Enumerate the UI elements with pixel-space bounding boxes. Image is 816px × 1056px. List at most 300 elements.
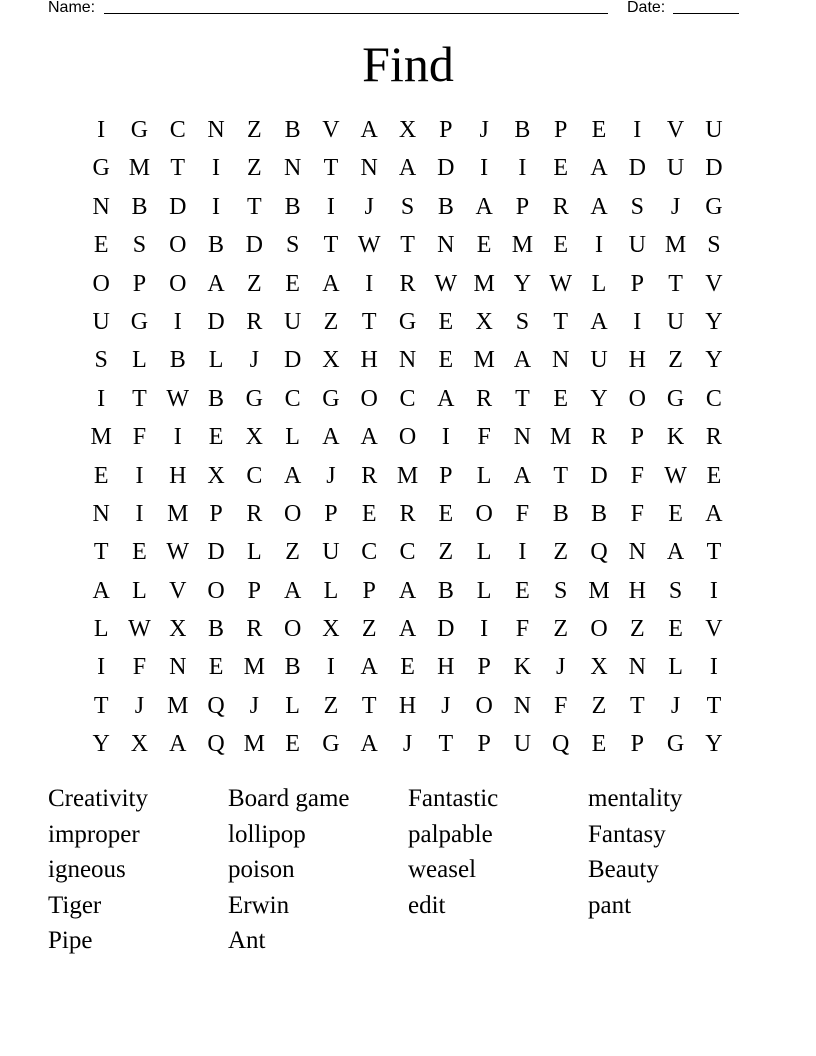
grid-cell: R: [552, 193, 569, 220]
grid-cell: Q: [207, 731, 225, 758]
grid-cell: Z: [553, 539, 569, 566]
grid-cell: A: [207, 270, 225, 297]
grid-cell: X: [322, 616, 340, 643]
grid-cell: M: [664, 232, 687, 259]
grid-row: [82, 111, 733, 149]
grid-cell: A: [475, 193, 493, 220]
grid-cell: W: [549, 270, 573, 297]
grid-cell: H: [437, 654, 455, 681]
grid-cell: X: [130, 731, 149, 758]
grid-cell: J: [249, 347, 259, 374]
grid-cell: Y: [92, 731, 110, 758]
grid-row: [82, 457, 733, 495]
grid-cell: B: [591, 500, 608, 527]
grid-cell: E: [553, 385, 569, 412]
grid-cell: T: [247, 193, 262, 220]
grid-cell: O: [360, 385, 378, 412]
grid-cell: C: [169, 117, 186, 143]
grid-cell: T: [400, 232, 415, 259]
grid-cell: A: [283, 577, 302, 604]
grid-cell: P: [630, 731, 644, 758]
grid-cell: L: [132, 577, 147, 604]
grid-cell: J: [556, 654, 566, 681]
grid-row: [82, 533, 733, 571]
grid-cell: C: [246, 462, 263, 489]
grid-row: [82, 648, 733, 686]
grid-cell: L: [93, 616, 109, 643]
grid-cell: S: [554, 577, 568, 604]
grid-cell: F: [515, 616, 530, 643]
grid-cell: L: [476, 577, 492, 604]
grid-row: [82, 418, 733, 456]
grid-cell: B: [552, 500, 569, 527]
grid-cell: F: [477, 424, 491, 451]
word-list-item: palpable: [408, 820, 493, 848]
grid-cell: I: [633, 308, 642, 335]
grid-cell: N: [92, 193, 110, 220]
grid-cell: P: [477, 654, 491, 681]
grid-cell: J: [479, 117, 489, 143]
grid-cell: A: [360, 424, 378, 451]
grid-cell: L: [323, 577, 339, 604]
grid-cell: Y: [705, 347, 723, 374]
grid-cell: A: [283, 462, 302, 489]
grid-cell: E: [361, 500, 377, 527]
grid-cell: O: [398, 424, 417, 451]
grid-cell: P: [132, 270, 147, 297]
grid-cell: A: [169, 731, 187, 758]
grid-cell: D: [207, 308, 225, 335]
grid-cell: I: [212, 193, 221, 220]
grid-cell: S: [630, 193, 644, 220]
word-list-item: edit: [408, 891, 446, 919]
grid-cell: A: [666, 539, 685, 566]
word-list-item: Pipe: [48, 927, 93, 955]
grid-cell: G: [322, 731, 340, 758]
grid-cell: E: [438, 500, 454, 527]
word-list-item: mentality: [588, 785, 683, 812]
grid-cell: Z: [591, 692, 607, 719]
grid-cell: E: [132, 539, 147, 566]
grid-cell: D: [437, 616, 455, 643]
grid-cell: U: [92, 308, 110, 335]
grid-cell: I: [633, 117, 642, 143]
grid-cell: Z: [247, 117, 262, 143]
grid-cell: H: [628, 347, 646, 374]
grid-cell: O: [475, 500, 493, 527]
grid-cell: O: [475, 692, 493, 719]
grid-cell: X: [398, 117, 417, 143]
grid-cell: A: [398, 155, 417, 182]
grid-cell: X: [475, 308, 493, 335]
grid-cell: R: [399, 270, 416, 297]
grid-cell: E: [400, 654, 415, 681]
grid-cell: H: [398, 692, 417, 719]
grid-cell: J: [134, 692, 145, 719]
grid-cell: H: [360, 347, 378, 374]
grid-cell: T: [132, 385, 147, 412]
grid-cell: Q: [590, 539, 608, 566]
grid-cell: V: [322, 117, 340, 143]
grid-cell: E: [706, 462, 722, 489]
grid-cell: U: [628, 232, 646, 259]
grid-cell: R: [399, 500, 416, 527]
grid-cell: Q: [207, 692, 225, 719]
grid-cell: P: [630, 270, 644, 297]
grid-cell: T: [323, 155, 339, 182]
word-list-item: Ant: [228, 927, 266, 955]
grid-cell: J: [670, 193, 681, 220]
grid-cell: I: [326, 654, 335, 681]
grid-cell: B: [514, 117, 531, 143]
grid-cell: T: [93, 539, 109, 566]
grid-cell: I: [135, 462, 144, 489]
grid-cell: M: [473, 347, 495, 374]
grid-row: [82, 725, 733, 763]
grid-cell: M: [243, 731, 265, 758]
grid-cell: C: [705, 385, 722, 412]
grid-cell: N: [513, 424, 532, 451]
word-list-item: Creativity: [48, 785, 148, 812]
grid-cell: W: [357, 232, 381, 259]
grid-cell: E: [591, 117, 607, 143]
word-list-item: lollipop: [228, 820, 306, 848]
grid-cell: Y: [513, 270, 532, 297]
grid-cell: A: [437, 385, 455, 412]
grid-cell: O: [169, 232, 187, 259]
grid-cell: E: [208, 424, 224, 451]
grid-cell: Z: [553, 616, 569, 643]
grid-cell: U: [513, 731, 532, 758]
grid-cell: E: [515, 577, 530, 604]
grid-cell: V: [169, 577, 187, 604]
grid-cell: E: [285, 270, 300, 297]
grid-cell: L: [285, 692, 300, 719]
grid-cell: P: [247, 577, 262, 604]
grid-row: [82, 687, 733, 725]
grid-cell: W: [128, 616, 151, 643]
grid-cell: Y: [590, 385, 608, 412]
grid-cell: J: [364, 193, 374, 220]
grid-cell: O: [590, 616, 608, 643]
grid-cell: M: [90, 424, 112, 451]
grid-cell: G: [666, 731, 685, 758]
word-list: [48, 781, 768, 959]
grid-cell: C: [361, 539, 378, 566]
date-label: Date:: [627, 0, 666, 16]
grid-cell: J: [441, 692, 451, 719]
grid-cell: P: [477, 731, 491, 758]
grid-cell: P: [439, 117, 453, 143]
grid-cell: S: [94, 347, 108, 374]
grid-cell: K: [513, 654, 532, 681]
grid-cell: P: [515, 193, 530, 220]
grid-cell: C: [399, 539, 416, 566]
grid-cell: R: [246, 500, 263, 527]
word-list-item: Erwin: [228, 891, 290, 919]
grid-cell: G: [130, 308, 149, 335]
grid-cell: Z: [361, 616, 377, 643]
grid-row: [82, 303, 733, 341]
grid-cell: X: [322, 347, 340, 374]
grid-cell: E: [208, 654, 224, 681]
grid-cell: X: [590, 654, 608, 681]
letter-grid: [82, 111, 733, 764]
grid-cell: F: [132, 424, 147, 451]
grid-cell: S: [132, 232, 147, 259]
grid-row: [82, 341, 733, 379]
grid-cell: D: [283, 347, 302, 374]
grid-cell: D: [437, 155, 455, 182]
grid-cell: N: [513, 692, 532, 719]
grid-cell: T: [361, 308, 377, 335]
grid-cell: A: [590, 193, 608, 220]
page-title: Find: [362, 36, 454, 92]
grid-cell: Z: [247, 270, 262, 297]
grid-cell: B: [208, 616, 225, 643]
grid-cell: E: [285, 731, 300, 758]
grid-cell: S: [515, 308, 530, 335]
grid-cell: M: [167, 500, 189, 527]
grid-cell: M: [473, 270, 495, 297]
grid-cell: N: [628, 539, 646, 566]
grid-row: [82, 572, 733, 610]
grid-cell: L: [476, 539, 492, 566]
word-list-item: Fantasy: [588, 820, 666, 848]
grid-cell: L: [208, 347, 224, 374]
grid-cell: T: [668, 270, 683, 297]
grid-cell: N: [552, 347, 570, 374]
name-blank-line: [104, 13, 608, 14]
grid-cell: I: [173, 308, 182, 335]
grid-row: [82, 495, 733, 533]
grid-cell: I: [480, 616, 489, 643]
grid-cell: A: [398, 577, 417, 604]
grid-cell: R: [591, 424, 608, 451]
grid-cell: U: [590, 347, 608, 374]
grid-cell: M: [167, 692, 189, 719]
grid-cell: Z: [285, 539, 300, 566]
grid-cell: K: [666, 424, 685, 451]
grid-cell: A: [705, 500, 723, 527]
grid-cell: D: [169, 193, 187, 220]
grid-cell: A: [92, 577, 110, 604]
grid-cell: E: [668, 616, 683, 643]
grid-cell: I: [709, 577, 718, 604]
grid-cell: O: [628, 385, 646, 412]
word-list-item: weasel: [408, 856, 477, 884]
grid-cell: L: [285, 424, 300, 451]
grid-cell: T: [323, 232, 339, 259]
grid-cell: D: [590, 462, 608, 489]
grid-row: [82, 149, 733, 187]
grid-cell: W: [434, 270, 458, 297]
grid-cell: T: [553, 462, 569, 489]
grid-cell: E: [553, 155, 569, 182]
grid-cell: J: [249, 692, 259, 719]
grid-cell: Y: [705, 308, 723, 335]
grid-cell: T: [515, 385, 530, 412]
grid-cell: Y: [705, 731, 723, 758]
word-list-item: Board game: [228, 785, 350, 812]
grid-cell: G: [92, 155, 110, 182]
grid-cell: S: [400, 193, 415, 220]
grid-cell: R: [246, 616, 263, 643]
grid-cell: G: [666, 385, 685, 412]
word-list-item: Fantastic: [408, 785, 499, 812]
grid-cell: T: [706, 692, 722, 719]
grid-cell: Z: [323, 692, 339, 719]
grid-cell: F: [515, 500, 530, 527]
grid-cell: P: [209, 500, 223, 527]
grid-cell: R: [246, 308, 263, 335]
grid-cell: O: [169, 270, 187, 297]
grid-cell: P: [324, 500, 338, 527]
grid-cell: I: [212, 155, 221, 182]
grid-cell: N: [628, 654, 646, 681]
grid-cell: N: [360, 155, 378, 182]
grid-cell: J: [402, 731, 413, 758]
grid-cell: I: [326, 193, 335, 220]
grid-cell: I: [97, 385, 106, 412]
grid-cell: I: [173, 424, 182, 451]
grid-cell: I: [441, 424, 450, 451]
grid-cell: I: [135, 500, 144, 527]
word-list-item: poison: [228, 856, 295, 884]
grid-cell: I: [480, 155, 489, 182]
grid-cell: A: [322, 270, 340, 297]
grid-cell: I: [97, 654, 106, 681]
grid-cell: M: [588, 577, 610, 604]
grid-cell: S: [707, 232, 721, 259]
grid-cell: D: [245, 232, 263, 259]
grid-cell: E: [93, 462, 109, 489]
grid-cell: X: [245, 424, 263, 451]
grid-cell: A: [590, 308, 608, 335]
grid-cell: D: [705, 155, 723, 182]
grid-row: [82, 610, 733, 648]
grid-cell: N: [283, 155, 302, 182]
grid-cell: T: [629, 692, 645, 719]
grid-cell: Z: [247, 155, 262, 182]
grid-cell: F: [630, 462, 644, 489]
grid-cell: B: [284, 117, 301, 143]
grid-cell: G: [130, 117, 149, 143]
grid-cell: Z: [668, 347, 683, 374]
grid-cell: H: [628, 577, 646, 604]
name-label: Name:: [48, 0, 96, 16]
grid-row: [82, 380, 733, 418]
grid-cell: E: [438, 308, 454, 335]
grid-cell: U: [666, 308, 685, 335]
grid-cell: O: [283, 616, 302, 643]
word-list-item: Tiger: [48, 891, 102, 919]
grid-cell: U: [705, 117, 723, 143]
grid-cell: Q: [552, 731, 570, 758]
grid-cell: B: [208, 385, 225, 412]
grid-cell: L: [476, 462, 492, 489]
grid-cell: A: [398, 616, 417, 643]
grid-cell: M: [128, 155, 151, 182]
word-list-item: igneous: [48, 856, 126, 884]
grid-cell: R: [476, 385, 493, 412]
grid-cell: P: [362, 577, 376, 604]
grid-cell: N: [437, 232, 455, 259]
grid-cell: G: [398, 308, 417, 335]
grid-cell: W: [664, 462, 687, 489]
grid-cell: J: [670, 692, 681, 719]
grid-cell: S: [668, 577, 683, 604]
grid-cell: D: [628, 155, 646, 182]
grid-cell: F: [132, 654, 147, 681]
grid-cell: S: [285, 232, 300, 259]
grid-cell: A: [360, 654, 378, 681]
grid-cell: T: [706, 539, 722, 566]
grid-cell: T: [438, 731, 454, 758]
grid-cell: Z: [629, 616, 645, 643]
grid-cell: E: [591, 731, 607, 758]
grid-cell: I: [518, 155, 527, 182]
grid-cell: I: [709, 654, 718, 681]
grid-cell: G: [245, 385, 263, 412]
grid-cell: E: [476, 232, 492, 259]
grid-cell: T: [553, 308, 569, 335]
grid-cell: I: [365, 270, 374, 297]
grid-cell: E: [93, 232, 109, 259]
grid-cell: L: [247, 539, 262, 566]
grid-cell: H: [169, 462, 187, 489]
grid-cell: D: [207, 539, 225, 566]
grid-cell: M: [396, 462, 419, 489]
grid-cell: N: [398, 347, 417, 374]
grid-cell: A: [360, 117, 378, 143]
grid-cell: A: [360, 731, 378, 758]
grid-cell: L: [668, 654, 683, 681]
grid-cell: V: [705, 270, 723, 297]
grid-cell: B: [131, 193, 148, 220]
grid-cell: M: [243, 654, 265, 681]
grid-cell: U: [283, 308, 302, 335]
grid-cell: V: [666, 117, 685, 143]
grid-cell: T: [93, 692, 109, 719]
grid-cell: B: [437, 193, 454, 220]
word-list-item: pant: [588, 891, 632, 919]
grid-cell: L: [591, 270, 607, 297]
grid-cell: A: [513, 347, 532, 374]
grid-cell: R: [361, 462, 378, 489]
grid-row: [82, 265, 733, 303]
word-list-item: improper: [48, 820, 140, 848]
grid-cell: N: [92, 500, 110, 527]
grid-cell: V: [705, 616, 723, 643]
grid-cell: I: [518, 539, 527, 566]
grid-cell: M: [550, 424, 572, 451]
grid-cell: C: [284, 385, 301, 412]
grid-row: [82, 188, 733, 226]
grid-cell: B: [169, 347, 186, 374]
grid-cell: N: [207, 117, 225, 143]
grid-cell: P: [554, 117, 568, 143]
grid-cell: G: [322, 385, 340, 412]
grid-cell: B: [284, 193, 301, 220]
header: [48, 0, 768, 18]
grid-cell: X: [169, 616, 187, 643]
grid-cell: U: [666, 155, 685, 182]
grid-cell: I: [97, 117, 106, 143]
grid-cell: U: [322, 539, 340, 566]
grid-cell: B: [208, 232, 225, 259]
grid-cell: Z: [323, 308, 339, 335]
